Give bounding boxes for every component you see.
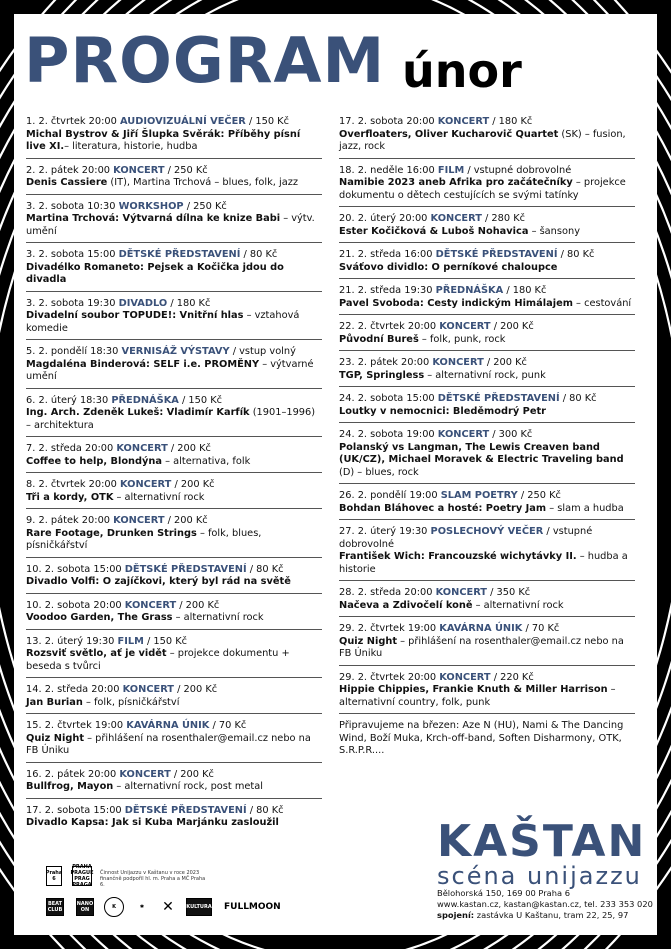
event-entry xyxy=(339,393,635,423)
event-header xyxy=(339,213,635,226)
event-body xyxy=(26,492,322,505)
event-entry xyxy=(339,623,635,666)
event-description: – projekce dokumentu o dětech cestujících se svými tatínky xyxy=(339,177,626,201)
event-description: – výtvarné umění xyxy=(26,358,314,382)
upcoming-note: Připravujeme na březen: Aze N (HU), Nami & The Dancing Wind, Boží Muka, Krch-off-band, Soften Disharmony, OTK, S.R.P.R.... xyxy=(339,720,624,756)
event-category: KONCERT xyxy=(116,443,168,454)
event-entry xyxy=(26,165,322,195)
event-category: DIVADLO xyxy=(118,297,168,309)
event-title: Hippie Chippies, Frankie Knuth & Miller Harrison xyxy=(339,684,608,695)
event-header xyxy=(26,769,322,782)
event-category: DĚTSKÉ PŘEDSTAVENÍ xyxy=(435,249,558,260)
event-category: VERNISÁŽ VÝSTAVY xyxy=(121,346,230,357)
event-description: – přihlášení na rosenthaler@email.cz nebo na FB Úniku xyxy=(26,732,311,756)
event-body xyxy=(339,129,635,154)
event-category: FILM xyxy=(437,164,465,176)
transport-label: spojení: xyxy=(437,910,475,920)
event-date: 6. 2. úterý 18:30 xyxy=(26,394,109,406)
event-description: – cestování xyxy=(572,297,632,309)
event-title: Polanský vs Langman, The Lewis Creaven band (UK/CZ), Michael Moravek & Electric Traveling band xyxy=(339,441,624,465)
event-header xyxy=(339,587,635,600)
event-title: Bullfrog, Mayon xyxy=(26,781,114,792)
event-body xyxy=(26,407,322,432)
event-date: 21. 2. středa 19:30 xyxy=(339,285,433,296)
event-entry xyxy=(26,684,322,714)
kultura-logo: KULTURA xyxy=(186,898,212,916)
event-title: Pavel Svoboda: Cesty indickým Himálajem xyxy=(339,297,573,309)
month-label: únor xyxy=(402,44,522,98)
praha-logo: PRAHA PRAGUE PRAG PRAGA xyxy=(70,864,94,888)
event-category: KONCERT xyxy=(122,684,174,695)
event-date: 2. 2. pátek 20:00 xyxy=(26,164,111,176)
event-header xyxy=(26,805,322,818)
event-date: 15. 2. čtvrtek 19:00 xyxy=(26,720,124,731)
event-price: / 80 Kč xyxy=(246,563,284,575)
event-title: Magdaléna Binderová: SELF i.e. PROMĚNY xyxy=(26,358,260,370)
event-title: Jan Burian xyxy=(26,696,83,708)
event-body xyxy=(26,310,322,335)
event-price: / 200 Kč xyxy=(176,599,220,611)
event-description: (IT), Martina Trchová – blues, folk, jazz xyxy=(107,177,298,188)
event-description: – přihlášení na rosenthaler@email.cz nebo na FB Úniku xyxy=(339,635,624,659)
k-circle-logo: K xyxy=(104,897,124,917)
event-price: / 80 Kč xyxy=(240,249,278,260)
event-date: 28. 2. středa 20:00 xyxy=(339,587,433,598)
event-date: 23. 2. pátek 20:00 xyxy=(339,357,430,368)
event-date: 7. 2. středa 20:00 xyxy=(26,443,114,454)
event-date: 1. 2. čtvrtek 20:00 xyxy=(26,116,117,127)
event-entry xyxy=(26,443,322,473)
event-body xyxy=(339,298,635,311)
event-entry xyxy=(26,249,322,292)
event-category: KONCERT xyxy=(120,479,172,490)
event-header xyxy=(339,490,635,503)
event-category: KONCERT xyxy=(119,768,171,780)
event-title: Michal Bystrov & Jiří Šlupka Svěrák: Příběhy písní live XI. xyxy=(26,128,301,152)
event-description: – alternativní rock xyxy=(113,491,205,503)
event-date: 22. 2. čtvrtek 20:00 xyxy=(339,321,437,332)
event-entry xyxy=(339,116,635,159)
event-price: / 200 Kč xyxy=(170,768,214,780)
praha6-logo: Praha 6 xyxy=(46,866,62,886)
event-description: – alternativní rock xyxy=(172,612,264,623)
event-header xyxy=(26,249,322,262)
event-price: / 80 Kč xyxy=(559,393,597,404)
event-header xyxy=(339,526,635,551)
event-body xyxy=(26,733,322,758)
event-entry xyxy=(26,600,322,630)
brand-name: KAŠTAN xyxy=(437,816,647,867)
event-price: / 250 Kč xyxy=(517,490,561,501)
event-body xyxy=(26,177,322,190)
event-price: / 250 Kč xyxy=(164,164,208,176)
event-price: / 150 Kč xyxy=(178,394,223,406)
event-price: / 200 Kč xyxy=(171,479,215,490)
cross-logo: ✕ xyxy=(156,899,180,915)
event-date: 24. 2. sobota 19:00 xyxy=(339,429,435,440)
support-text: Činnost Unijazzu v Kaštanu v roce 2023 finančně podpořil hl. m. Praha a MČ Praha 6. xyxy=(100,870,206,888)
event-price: / 150 Kč xyxy=(143,635,188,647)
event-date: 24. 2. sobota 15:00 xyxy=(339,393,435,404)
event-header xyxy=(339,165,635,178)
event-price: / 200 Kč xyxy=(490,321,534,332)
event-title: Tři a kordy, OTK xyxy=(26,491,114,503)
event-category: FILM xyxy=(117,635,144,647)
event-category: PŘEDNÁŠKA xyxy=(111,394,179,406)
event-body xyxy=(26,213,322,238)
event-price: / 180 Kč xyxy=(503,285,547,296)
event-title: Voodoo Garden, The Grass xyxy=(26,612,173,623)
transport-value: zastávka U Kaštanu, tram 22, 25, 97 xyxy=(474,910,629,920)
event-body xyxy=(26,456,322,469)
event-date: 20. 2. úterý 20:00 xyxy=(339,213,428,224)
event-body xyxy=(26,781,322,794)
fullmoon-logo: FULLMOON xyxy=(224,902,281,912)
event-header xyxy=(26,600,322,613)
event-body xyxy=(26,817,322,830)
event-body xyxy=(339,600,635,613)
event-body xyxy=(339,370,635,383)
event-header xyxy=(339,116,635,129)
event-category: KONCERT xyxy=(124,599,177,611)
event-category: SLAM POETRY xyxy=(440,490,518,501)
address-line: Bělohorská 150, 169 00 Praha 6 xyxy=(437,888,571,898)
event-date: 8. 2. čtvrtek 20:00 xyxy=(26,479,117,490)
event-price: / vstup volný xyxy=(229,346,296,357)
event-header xyxy=(26,479,322,492)
event-header xyxy=(26,346,322,359)
event-header xyxy=(26,165,322,178)
event-category: DĚTSKÉ PŘEDSTAVENÍ xyxy=(118,249,241,260)
event-description: – folk, blues, písničkářství xyxy=(26,527,262,551)
beat-club-logo: BEAT CLUB xyxy=(46,898,64,916)
event-price: / 220 Kč xyxy=(490,671,534,683)
event-date: 10. 2. sobota 15:00 xyxy=(26,563,122,575)
event-date: 9. 2. pátek 20:00 xyxy=(26,515,111,526)
event-title: Namibie 2023 aneb Afrika pro začátečníky xyxy=(339,177,573,188)
event-date: 29. 2. čtvrtek 19:00 xyxy=(339,623,437,634)
event-entry xyxy=(26,805,322,834)
event-category: KAVÁRNA ÚNIK xyxy=(439,623,523,634)
event-description: – folk, písničkářství xyxy=(82,696,180,708)
event-price: / 70 Kč xyxy=(209,720,247,731)
event-body xyxy=(26,262,322,287)
event-body xyxy=(339,406,635,419)
event-date: 5. 2. pondělí 18:30 xyxy=(26,346,119,357)
event-price: / 80 Kč xyxy=(557,249,595,260)
event-header xyxy=(26,515,322,528)
event-title: Rozsviť světlo, ať je vidět xyxy=(26,648,167,659)
event-entry xyxy=(26,395,322,438)
event-entry xyxy=(26,564,322,594)
event-description: – projekce dokumentu + beseda s tvůrci xyxy=(26,648,290,672)
event-price: / 200 Kč xyxy=(164,515,208,526)
event-title: Divadelní soubor TOPUDE!: Vnitřní hlas xyxy=(26,310,244,321)
event-header xyxy=(26,298,322,311)
event-description: – literatura, historie, hudba xyxy=(64,141,198,152)
event-date: 14. 2. středa 20:00 xyxy=(26,684,120,695)
event-date: 27. 2. úterý 19:30 xyxy=(339,526,428,537)
event-description: – alternativní rock, post metal xyxy=(113,781,263,792)
tree-logo: ✱ xyxy=(132,899,152,915)
event-price: / 200 Kč xyxy=(174,684,218,695)
event-date: 3. 2. sobota 19:30 xyxy=(26,297,116,309)
event-header xyxy=(339,357,635,370)
event-description: – alternativa, folk xyxy=(162,455,251,467)
event-category: KONCERT xyxy=(113,515,165,526)
event-title: Původní Bureš xyxy=(339,333,419,345)
event-entry xyxy=(339,249,635,279)
event-category: KONCERT xyxy=(439,671,491,683)
event-price: / vstupné dobrovolné xyxy=(339,526,593,550)
event-body xyxy=(26,648,322,673)
event-description: – vztahová komedie xyxy=(26,310,300,334)
event-entry xyxy=(339,526,635,581)
event-category: AUDIOVIZUÁLNÍ VEČER xyxy=(120,116,246,127)
event-title: Načeva a Zdivočelí koně xyxy=(339,599,473,611)
event-category: PŘEDNÁŠKA xyxy=(435,285,504,296)
event-body xyxy=(339,177,635,202)
event-header xyxy=(339,672,635,685)
event-date: 17. 2. sobota 20:00 xyxy=(339,116,435,127)
event-header xyxy=(339,249,635,262)
event-entry xyxy=(339,165,635,208)
event-title: Ing. Arch. Zdeněk Lukeš: Vladimír Karfík xyxy=(26,407,250,418)
event-body xyxy=(26,576,322,589)
event-category: POSLECHOVÝ VEČER xyxy=(430,526,544,537)
event-header xyxy=(26,720,322,733)
event-title: Ester Kočičková & Luboš Nohavica xyxy=(339,225,529,237)
event-entry xyxy=(339,213,635,243)
event-title: Bohdan Bláhovec a hosté: Poetry Jam xyxy=(339,502,547,514)
brand xyxy=(437,816,647,890)
event-title: Loutky v nemocnici: Bleděmodrý Petr xyxy=(339,405,546,417)
transport-line xyxy=(437,910,653,921)
event-entry xyxy=(26,720,322,763)
event-date: 18. 2. neděle 16:00 xyxy=(339,164,435,176)
event-title: Sváťovo dividlo: O perníkové chaloupce xyxy=(339,261,558,273)
event-body xyxy=(26,359,322,384)
event-header xyxy=(26,116,322,129)
event-header xyxy=(339,393,635,406)
event-price: / 200 Kč xyxy=(167,443,211,454)
event-body xyxy=(339,551,635,576)
event-title: Rare Footage, Drunken Strings xyxy=(26,527,197,539)
left-event-column xyxy=(26,116,322,840)
event-header xyxy=(339,429,635,442)
event-title: Denis Cassiere xyxy=(26,177,108,188)
event-description: (SK) – fusion, jazz, rock xyxy=(339,128,626,152)
event-price: / vstupné dobrovolné xyxy=(464,164,572,176)
event-entry xyxy=(26,116,322,159)
event-price: / 180 Kč xyxy=(489,116,533,127)
event-description: (1901–1996) – architektura xyxy=(26,407,316,431)
event-title: TGP, Springless xyxy=(339,369,425,381)
event-entry xyxy=(339,321,635,351)
nano-logo: NANO ON xyxy=(76,898,94,916)
event-entry xyxy=(26,201,322,244)
event-description: – šansony xyxy=(528,225,581,237)
event-price: / 250 Kč xyxy=(183,200,227,212)
event-title: František Wich: Francouzské wichytávky II. xyxy=(339,551,577,562)
event-date: 21. 2. středa 16:00 xyxy=(339,249,433,260)
event-entry xyxy=(339,285,635,315)
event-category: WORKSHOP xyxy=(118,200,184,212)
event-price: / 280 Kč xyxy=(481,213,526,224)
event-title: Overfloaters, Oliver Kucharovič Quartet xyxy=(339,128,559,140)
event-category: KONCERT xyxy=(437,429,490,440)
event-body xyxy=(339,636,635,661)
event-header xyxy=(26,636,322,649)
event-date: 3. 2. sobota 10:30 xyxy=(26,200,116,212)
event-body xyxy=(339,503,635,516)
event-title: Coffee to help, Blondýna xyxy=(26,455,163,467)
event-entry xyxy=(26,769,322,799)
event-price: / 80 Kč xyxy=(246,804,284,816)
address-block xyxy=(437,888,653,921)
event-category: KONCERT xyxy=(439,321,491,332)
event-entry xyxy=(26,636,322,679)
event-category: DĚTSKÉ PŘEDSTAVENÍ xyxy=(124,563,247,575)
event-header xyxy=(26,443,322,456)
event-description: – výtv. umění xyxy=(26,213,315,237)
event-body xyxy=(339,684,635,709)
event-body xyxy=(26,697,322,710)
event-body xyxy=(26,129,322,154)
event-price: / 300 Kč xyxy=(489,429,533,440)
event-body xyxy=(339,262,635,275)
event-entry xyxy=(26,346,322,389)
event-body xyxy=(339,334,635,347)
event-description: – folk, punk, rock xyxy=(418,333,506,345)
contact-line: www.kastan.cz, kastan@kastan.cz, tel. 233 353 020 xyxy=(437,899,653,909)
event-entry xyxy=(339,357,635,387)
event-date: 10. 2. sobota 20:00 xyxy=(26,599,122,611)
event-title: Divadlo Kapsa: Jak si Kuba Marjánku zasloužil xyxy=(26,817,279,828)
event-date: 17. 2. sobota 15:00 xyxy=(26,804,122,816)
event-description: – alternativní rock xyxy=(472,599,564,611)
event-date: 13. 2. úterý 19:30 xyxy=(26,635,115,647)
event-price: / 70 Kč xyxy=(522,623,560,634)
event-description: – alternativní rock, punk xyxy=(424,369,546,381)
event-entry xyxy=(339,490,635,520)
event-body xyxy=(339,226,635,239)
event-category: DĚTSKÉ PŘEDSTAVENÍ xyxy=(437,393,560,404)
event-price: / 350 Kč xyxy=(487,587,531,598)
event-category: KONCERT xyxy=(430,213,482,224)
event-header xyxy=(26,684,322,697)
event-price: / 150 Kč xyxy=(245,116,289,127)
event-entry xyxy=(26,479,322,509)
event-header xyxy=(26,201,322,214)
event-category: DĚTSKÉ PŘEDSTAVENÍ xyxy=(124,804,247,816)
event-description: – alternativní country, folk, punk xyxy=(339,684,616,708)
event-date: 29. 2. čtvrtek 20:00 xyxy=(339,671,437,683)
event-entry xyxy=(339,587,635,617)
event-title: Martina Trchová: Výtvarná dílna ke knize Babi xyxy=(26,213,281,224)
event-body xyxy=(339,442,635,480)
event-price: / 200 Kč xyxy=(483,357,527,368)
event-price: / 180 Kč xyxy=(167,297,211,309)
event-body xyxy=(26,528,322,553)
page-title: PROGRAM xyxy=(24,24,386,97)
event-category: KAVÁRNA ÚNIK xyxy=(126,720,210,731)
event-category: KONCERT xyxy=(437,116,490,127)
event-header xyxy=(339,623,635,636)
event-header xyxy=(339,321,635,334)
event-entry xyxy=(26,515,322,558)
event-title: Divadlo Volfi: O zajíčkovi, který byl rád na světě xyxy=(26,576,291,587)
right-event-column xyxy=(339,116,635,758)
event-header xyxy=(26,395,322,408)
event-title: Quiz Night xyxy=(339,635,398,647)
event-description: (D) – blues, rock xyxy=(339,466,419,478)
event-category: KONCERT xyxy=(113,164,165,176)
brand-subtitle: scéna unijazzu xyxy=(437,862,642,890)
event-category: KONCERT xyxy=(432,357,484,368)
event-title: Divadélko Romaneto: Pejsek a Kočička jdou do divadla xyxy=(26,261,284,285)
event-description: – slam a hudba xyxy=(546,502,624,514)
event-entry xyxy=(339,429,635,484)
event-category: KONCERT xyxy=(435,587,487,598)
event-date: 26. 2. pondělí 19:00 xyxy=(339,490,438,501)
event-body xyxy=(26,612,322,625)
event-entry xyxy=(339,672,635,715)
event-description: – hudba a historie xyxy=(339,551,628,575)
event-header xyxy=(339,285,635,298)
event-date: 16. 2. pátek 20:00 xyxy=(26,768,117,780)
event-header xyxy=(26,564,322,577)
event-entry xyxy=(26,298,322,341)
event-title: Quiz Night xyxy=(26,732,85,744)
event-date: 3. 2. sobota 15:00 xyxy=(26,249,116,260)
